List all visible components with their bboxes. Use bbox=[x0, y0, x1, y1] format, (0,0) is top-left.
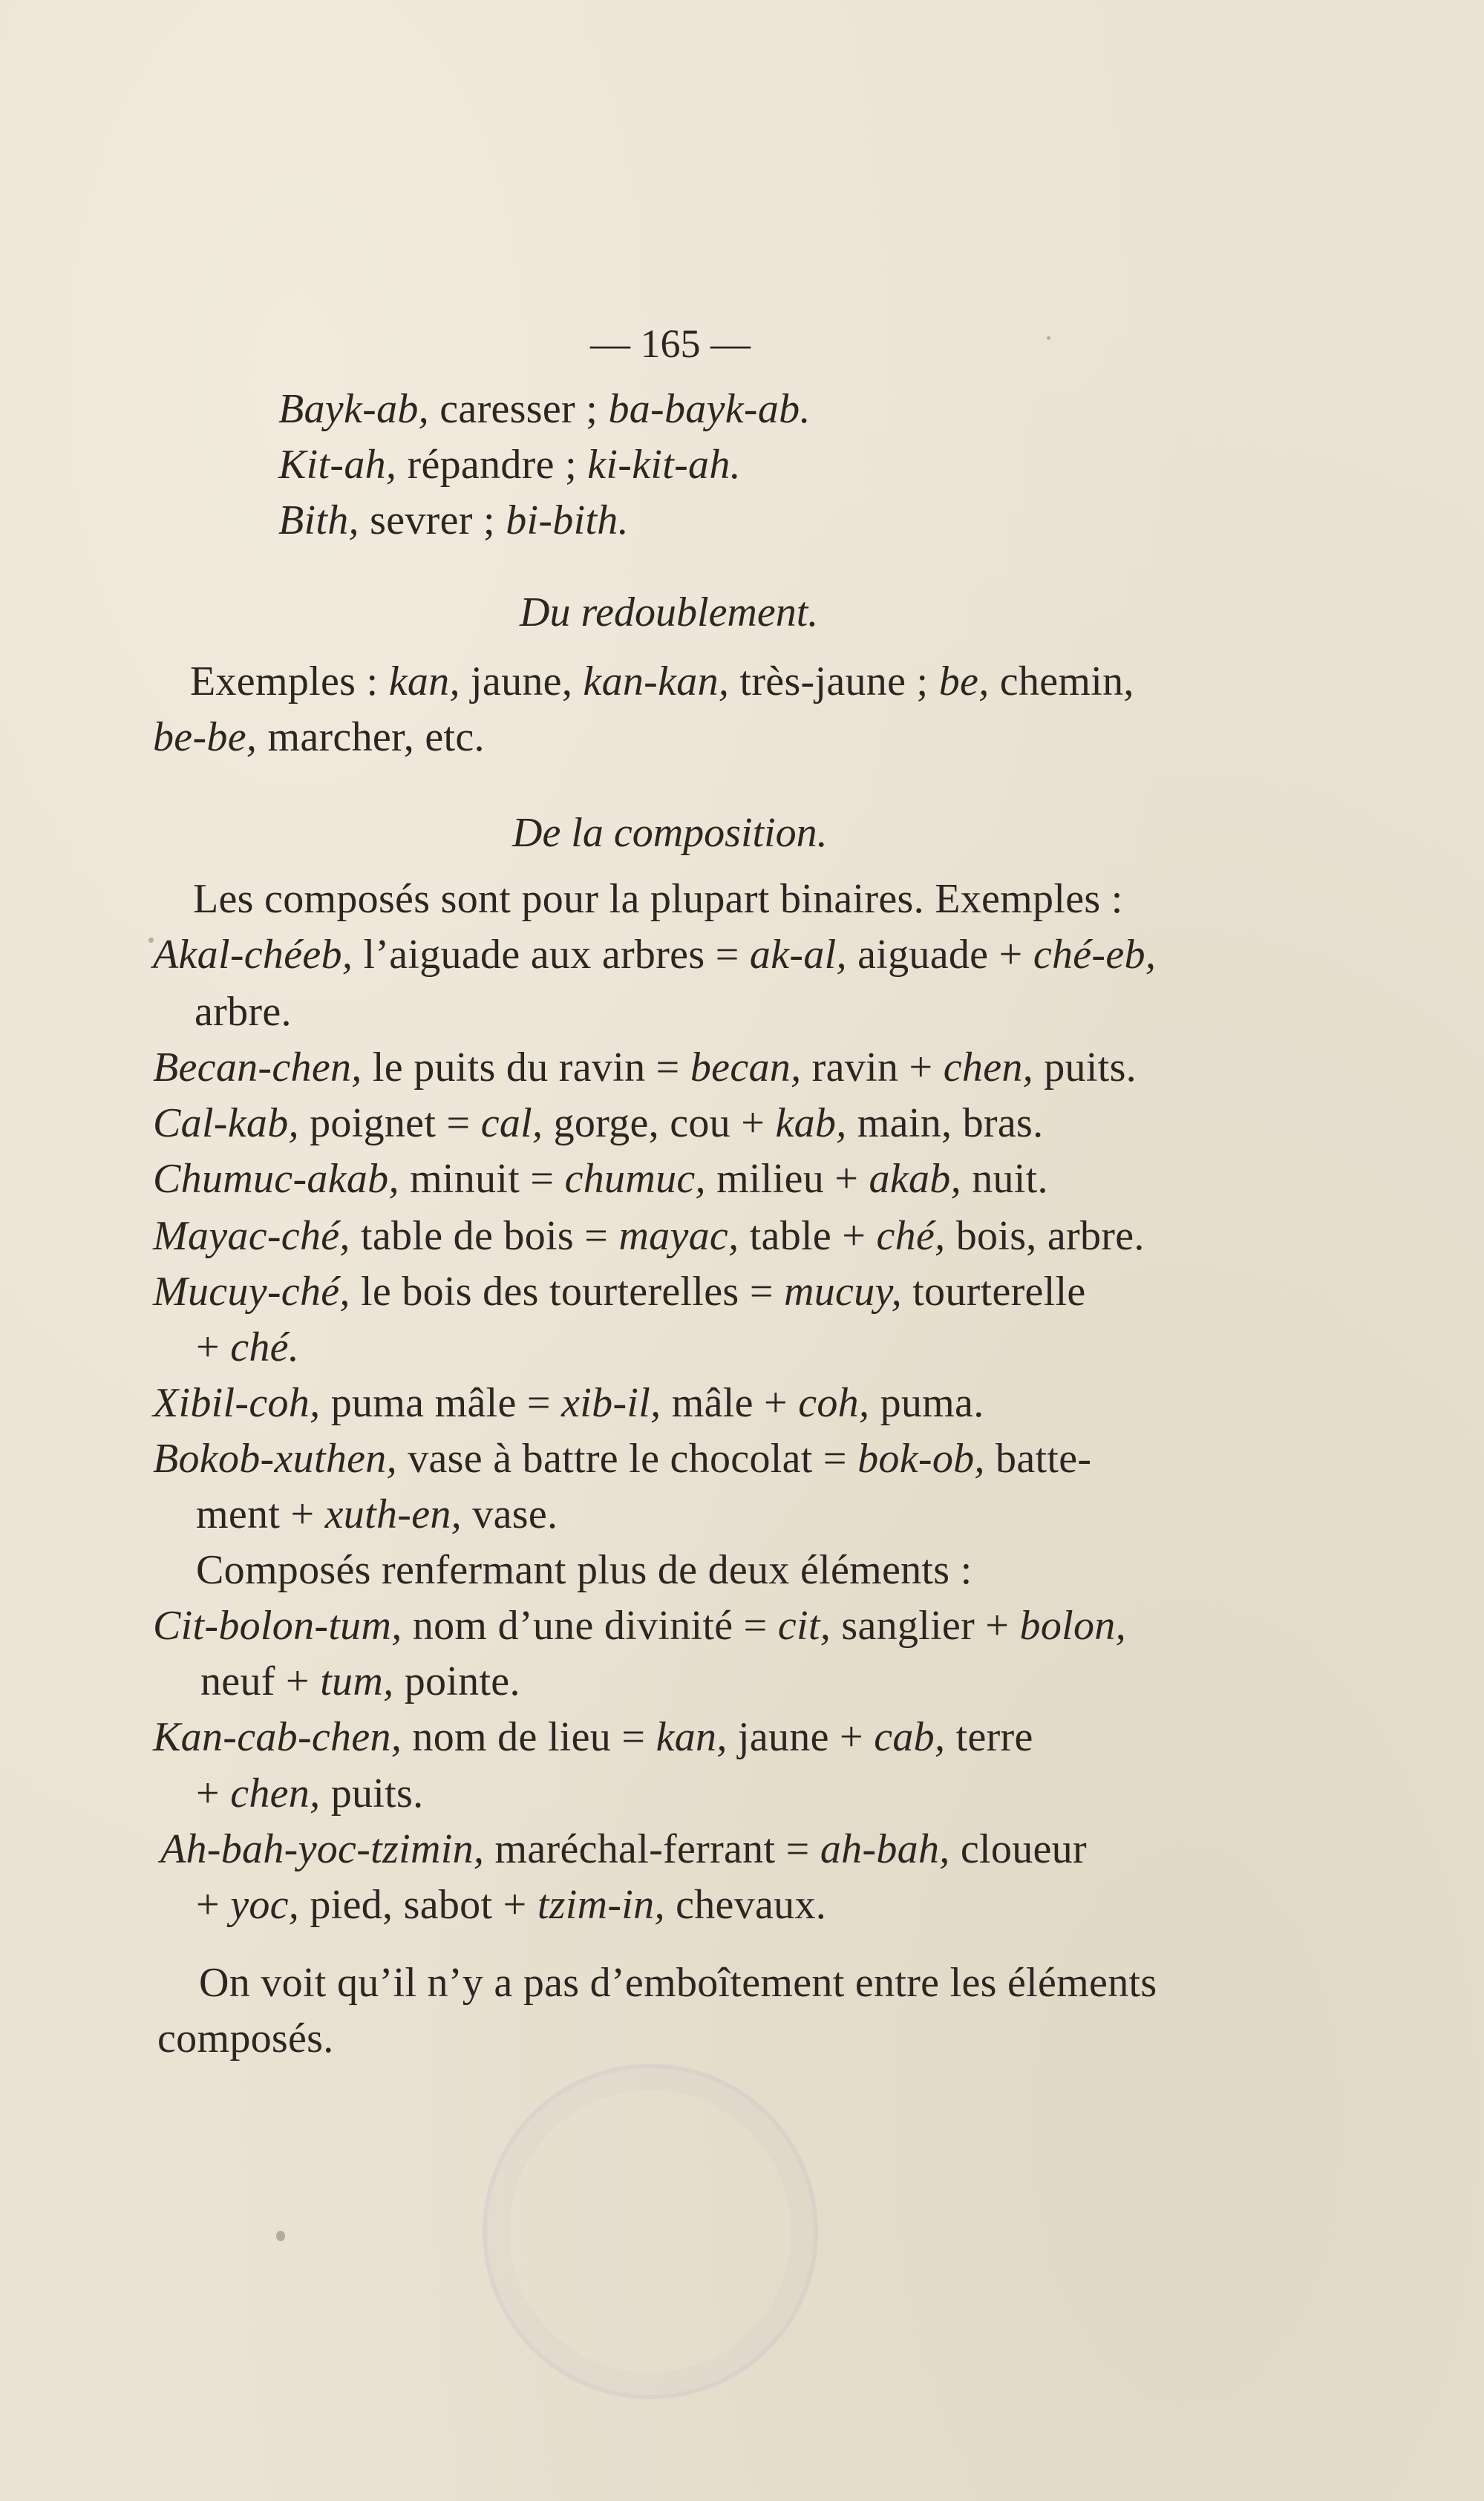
gloss-text: sanglier + bbox=[831, 1603, 1020, 1649]
gloss-text: puits. bbox=[1033, 1044, 1137, 1091]
maya-term: tzim-in, bbox=[537, 1882, 665, 1928]
text-line bbox=[153, 1438, 1091, 1480]
maya-term: tum, bbox=[320, 1658, 394, 1704]
gloss-text: Exemples : bbox=[190, 658, 389, 704]
gloss-text: maréchal-ferrant = bbox=[484, 1826, 820, 1872]
maya-term: Xibil-coh, bbox=[153, 1380, 321, 1426]
text-line bbox=[153, 1605, 1126, 1647]
maya-term: Bayk-ab, bbox=[278, 386, 429, 432]
maya-term: ki-kit-ah. bbox=[587, 442, 741, 488]
maya-term: yoc, bbox=[230, 1882, 300, 1928]
section-heading: De la composition. bbox=[512, 810, 828, 856]
gloss-text: le bois des tourterelles = bbox=[350, 1269, 785, 1315]
gloss-text: gorge, cou + bbox=[543, 1100, 776, 1146]
maya-term: becan, bbox=[690, 1044, 802, 1091]
gloss-text: l’aiguade aux arbres = bbox=[353, 932, 750, 978]
maya-term: Kit-ah, bbox=[278, 442, 397, 488]
gloss-text: ravin + bbox=[801, 1044, 944, 1091]
maya-term: ah-bah, bbox=[820, 1826, 950, 1872]
maya-term: chumuc, bbox=[564, 1156, 706, 1202]
maya-term: Mucuy-ché, bbox=[153, 1269, 350, 1315]
maya-term: kab, bbox=[775, 1100, 847, 1146]
gloss-text: poignet = bbox=[298, 1100, 481, 1146]
section-heading: Du redoublement. bbox=[520, 589, 819, 635]
gloss-text: chemin, bbox=[989, 658, 1134, 704]
gloss-text: bois, arbre. bbox=[945, 1213, 1145, 1259]
maya-term: akab, bbox=[869, 1156, 961, 1202]
gloss-text: vase. bbox=[461, 1491, 558, 1537]
library-stamp bbox=[483, 2064, 818, 2399]
maya-term: mayac, bbox=[618, 1213, 739, 1259]
maya-term: Cal-kab, bbox=[153, 1100, 299, 1146]
gloss-text: le puits du ravin = bbox=[362, 1044, 690, 1091]
text-line bbox=[160, 1828, 1087, 1870]
text-line bbox=[278, 388, 811, 430]
gloss-text: + bbox=[196, 1324, 231, 1370]
maya-term: Kan-cab-chen, bbox=[153, 1714, 402, 1760]
gloss-text: jaune, bbox=[460, 658, 584, 704]
gloss-text: très-jaune ; bbox=[729, 658, 939, 704]
maya-term: Ah-bah-yoc-tzimin, bbox=[160, 1826, 485, 1872]
maya-term: cal, bbox=[480, 1100, 543, 1146]
ink-speck bbox=[276, 2231, 285, 2241]
gloss-text: vase à battre le chocolat = bbox=[396, 1436, 858, 1482]
ink-speck bbox=[1047, 336, 1050, 340]
gloss-text: puma. bbox=[869, 1380, 984, 1426]
maya-term: mucuy, bbox=[784, 1269, 902, 1315]
text-line bbox=[153, 1269, 1086, 1315]
text-line bbox=[153, 1044, 1137, 1091]
maya-term: chen, bbox=[230, 1771, 321, 1817]
text-line bbox=[195, 991, 292, 1033]
maya-term: be-be, bbox=[153, 714, 258, 760]
text-line bbox=[153, 1158, 1048, 1200]
maya-term: Bith, bbox=[278, 497, 359, 543]
gloss-text: On voit qu’il n’y a pas d’emboîtement entre les éléments bbox=[199, 1960, 1157, 2006]
gloss-text: pied, sabot + bbox=[299, 1882, 537, 1928]
gloss-text: milieu + bbox=[705, 1156, 869, 1202]
maya-term: Akal-chéeb, bbox=[153, 932, 353, 978]
gloss-text: arbre. bbox=[195, 989, 292, 1035]
gloss-text: Composés renfermant plus de deux éléments : bbox=[196, 1547, 973, 1593]
gloss-text: puma mâle = bbox=[320, 1380, 562, 1426]
text-line bbox=[153, 1215, 1145, 1257]
gloss-text: table de bois = bbox=[350, 1213, 619, 1259]
gloss-text: mâle + bbox=[661, 1380, 799, 1426]
maya-term: Becan-chen, bbox=[153, 1044, 362, 1091]
gloss-text: table + bbox=[739, 1213, 877, 1259]
text-line bbox=[153, 932, 1157, 978]
gloss-text: neuf + bbox=[200, 1658, 321, 1704]
maya-term: xib-il, bbox=[561, 1380, 661, 1426]
maya-term: xuth-en, bbox=[324, 1491, 462, 1537]
maya-term: ba-bayk-ab. bbox=[608, 386, 811, 432]
maya-term: ché. bbox=[230, 1324, 300, 1370]
gloss-text: Les composés sont pour la plupart binaires. Exemples : bbox=[193, 876, 1123, 922]
maya-term: kan, bbox=[388, 658, 460, 704]
gloss-text: cloueur bbox=[949, 1826, 1087, 1872]
maya-term: cab, bbox=[874, 1714, 946, 1760]
text-line bbox=[278, 444, 741, 486]
gloss-text: nom d’une divinité = bbox=[402, 1603, 778, 1649]
text-line bbox=[196, 1771, 424, 1817]
gloss-text: nom de lieu = bbox=[402, 1714, 656, 1760]
maya-term: ché, bbox=[876, 1213, 946, 1259]
maya-term: kan-kan, bbox=[583, 658, 730, 704]
gloss-text: répandre ; bbox=[396, 442, 588, 488]
gloss-text: tourterelle bbox=[901, 1269, 1086, 1315]
text-line bbox=[157, 2015, 334, 2062]
text-line bbox=[153, 1102, 1043, 1144]
maya-term: bi-bith. bbox=[506, 497, 629, 543]
gloss-text: pointe. bbox=[393, 1658, 520, 1704]
text-line bbox=[196, 1491, 558, 1537]
gloss-text: minuit = bbox=[399, 1156, 565, 1202]
page-number: — 165 — bbox=[590, 321, 751, 366]
gloss-text: + bbox=[196, 1771, 231, 1817]
gloss-text: + bbox=[196, 1882, 231, 1928]
gloss-text: caresser ; bbox=[428, 386, 609, 432]
maya-term: bolon, bbox=[1019, 1603, 1126, 1649]
maya-term: Cit-bolon-tum, bbox=[153, 1603, 402, 1649]
maya-term: Chumuc-akab, bbox=[153, 1156, 399, 1202]
gloss-text: composés. bbox=[157, 2015, 334, 2062]
maya-term: Bokob-xuthen, bbox=[153, 1436, 397, 1482]
maya-term: ché-eb, bbox=[1033, 932, 1157, 978]
gloss-text: sevrer ; bbox=[359, 497, 506, 543]
maya-term: chen, bbox=[943, 1044, 1033, 1091]
text-line bbox=[153, 1382, 984, 1424]
text-line bbox=[153, 1716, 1033, 1758]
text-line bbox=[193, 878, 1123, 920]
text-line bbox=[196, 1324, 300, 1370]
maya-term: cit, bbox=[777, 1603, 831, 1649]
gloss-text: nuit. bbox=[961, 1156, 1048, 1202]
text-line bbox=[278, 497, 629, 543]
maya-term: coh, bbox=[798, 1380, 870, 1426]
gloss-text: marcher, etc. bbox=[257, 714, 485, 760]
text-line bbox=[153, 716, 485, 758]
text-line bbox=[196, 1884, 826, 1926]
gloss-text: puits. bbox=[320, 1771, 424, 1817]
maya-term: be, bbox=[938, 658, 990, 704]
gloss-text: batte- bbox=[984, 1436, 1092, 1482]
maya-term: ak-al, bbox=[749, 932, 847, 978]
maya-term: bok-ob, bbox=[857, 1436, 985, 1482]
gloss-text: ment + bbox=[196, 1491, 325, 1537]
gloss-text: jaune + bbox=[727, 1714, 875, 1760]
maya-term: Mayac-ché, bbox=[153, 1213, 350, 1259]
gloss-text: aiguade + bbox=[846, 932, 1033, 978]
text-line bbox=[190, 658, 1134, 704]
gloss-text: chevaux. bbox=[664, 1882, 827, 1928]
gloss-text: terre bbox=[945, 1714, 1033, 1760]
text-line bbox=[196, 1549, 973, 1591]
gloss-text: main, bras. bbox=[846, 1100, 1044, 1146]
maya-term: kan, bbox=[656, 1714, 728, 1760]
text-line bbox=[199, 1962, 1157, 2004]
text-line bbox=[200, 1658, 520, 1704]
